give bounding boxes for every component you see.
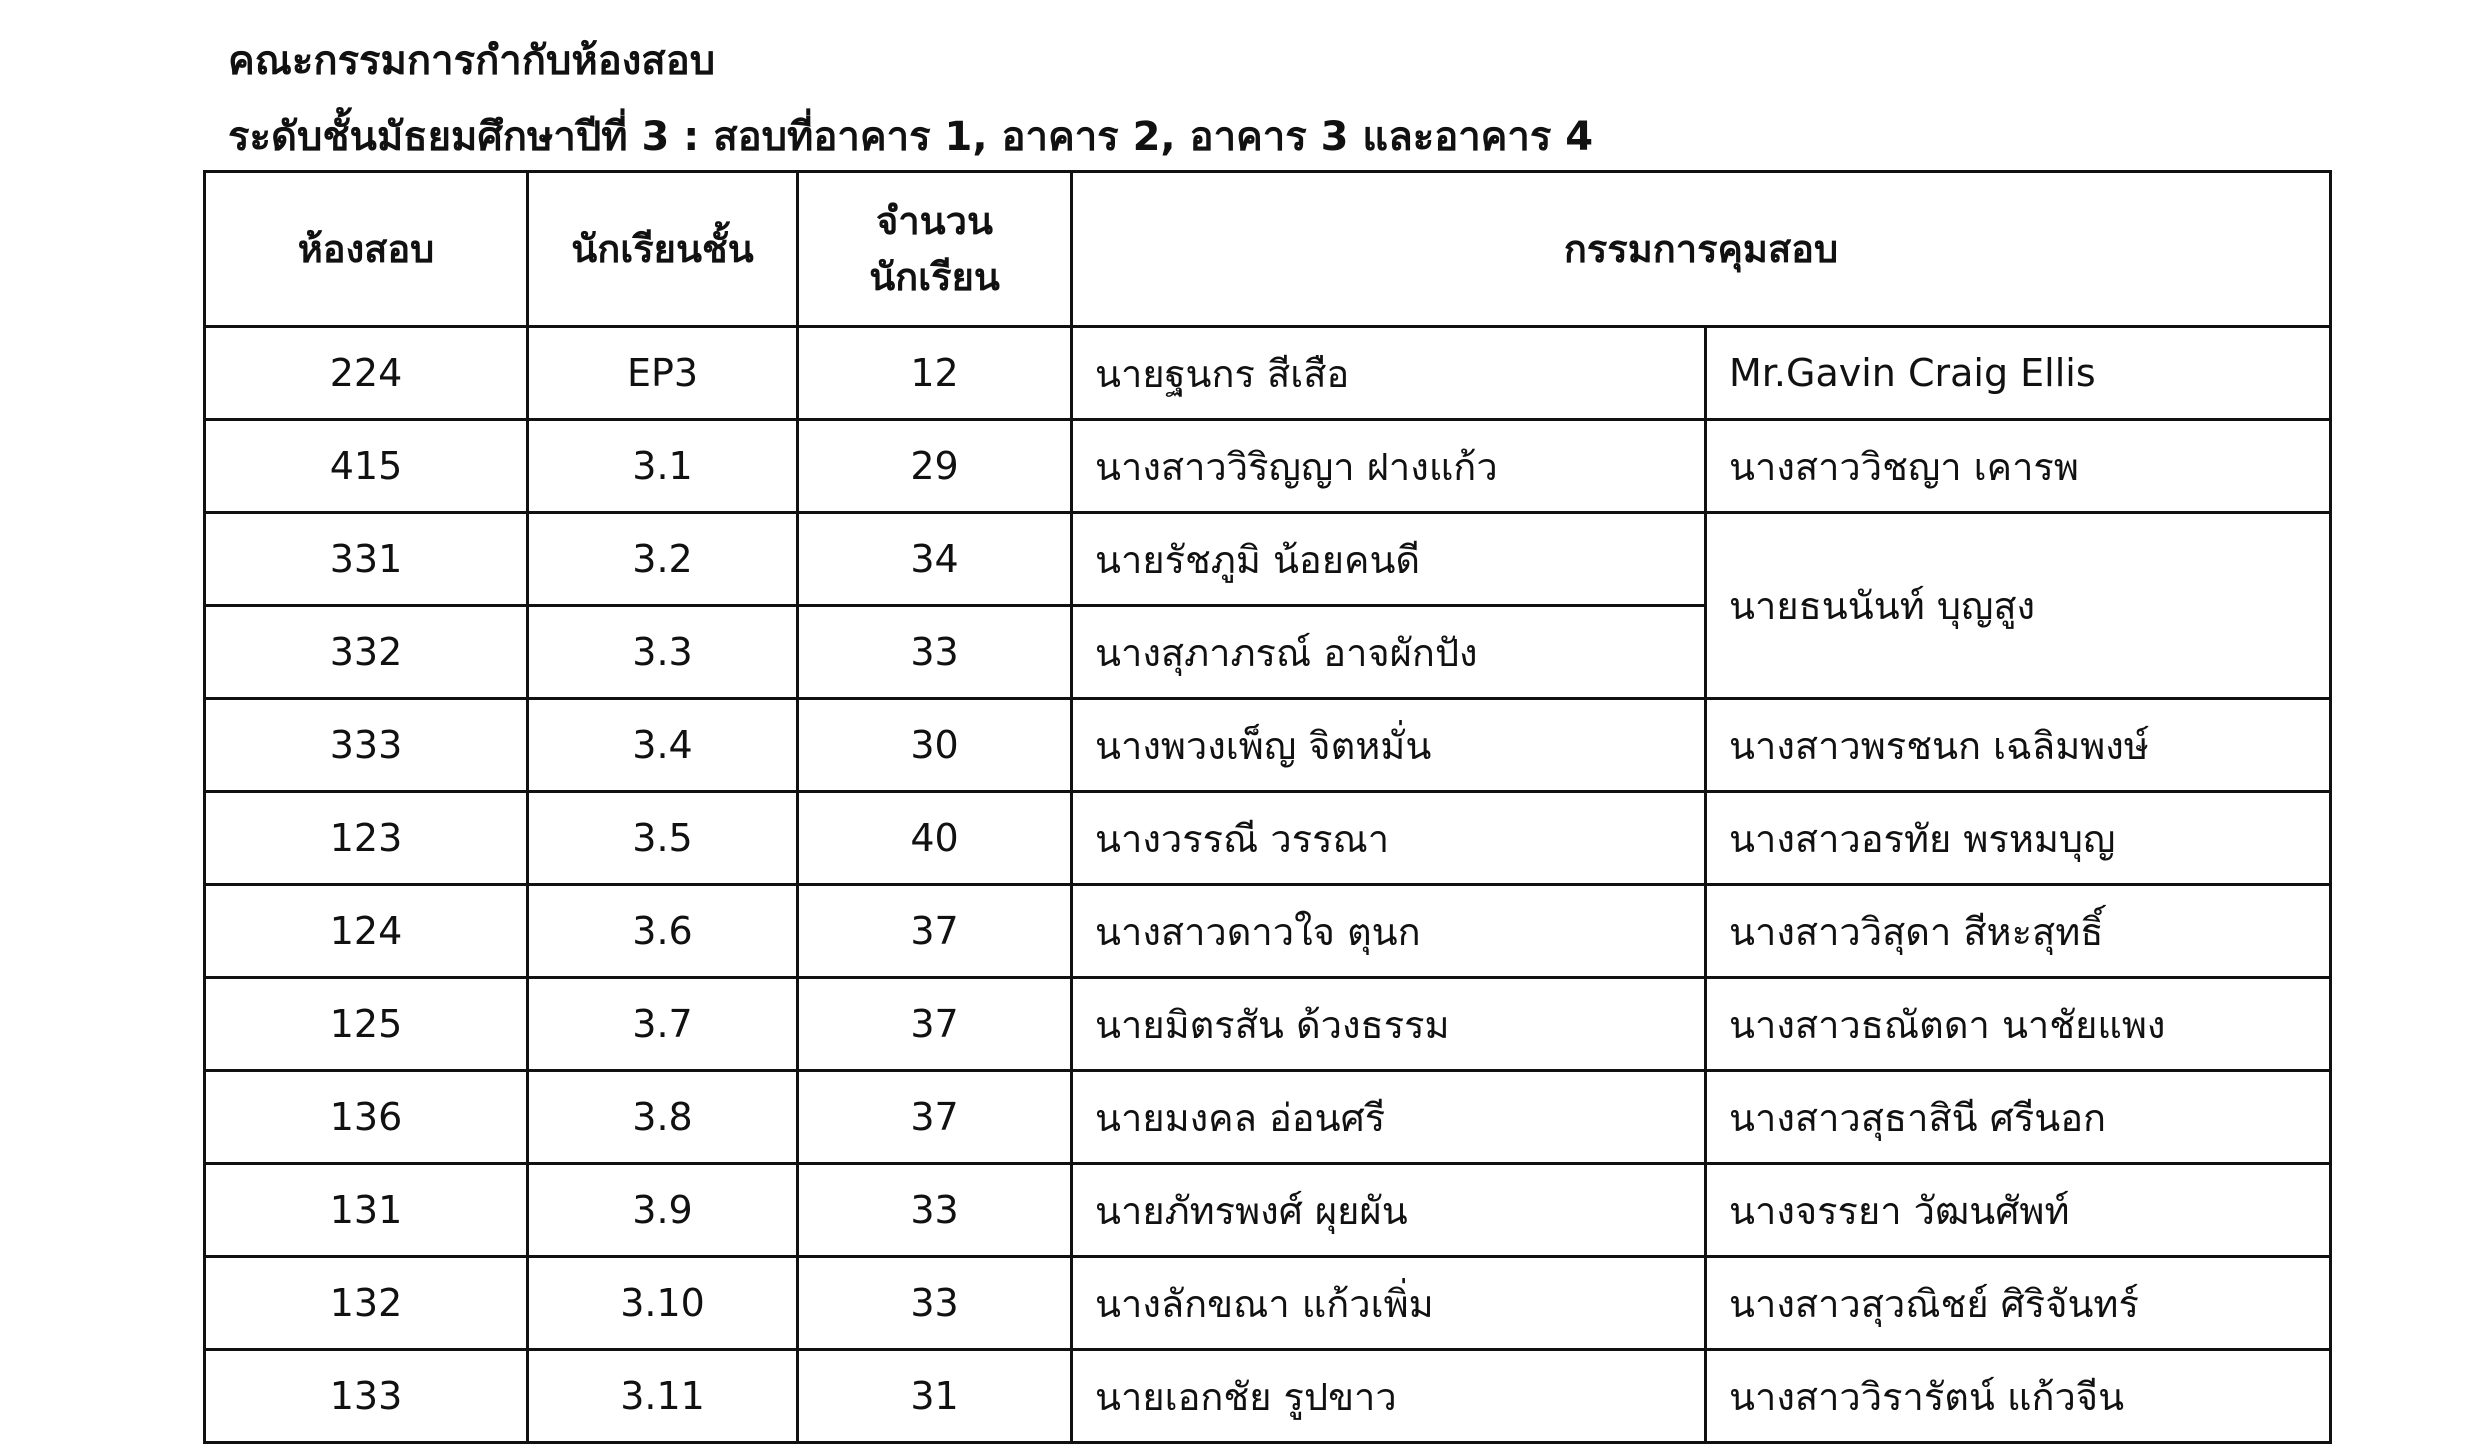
table-row <box>205 1071 2331 1164</box>
room-cell: 415 <box>205 420 528 513</box>
room-cell: 224 <box>205 327 528 420</box>
table-row <box>205 699 2331 792</box>
class-cell: 3.6 <box>528 885 798 978</box>
proctor1-cell: นางพวงเพ็ญ จิตหมั่น <box>1072 699 1706 792</box>
class-cell: EP3 <box>528 327 798 420</box>
proctor1-cell: นายมงคล อ่อนศรี <box>1072 1071 1706 1164</box>
table-row <box>205 327 2331 420</box>
room-cell: 332 <box>205 606 528 699</box>
proctor1-cell: นายฐนกร สีเสือ <box>1072 327 1706 420</box>
count-cell: 33 <box>798 1257 1072 1350</box>
proctor2-cell: นางสาวพรชนก เฉลิมพงษ์ <box>1706 699 2331 792</box>
class-cell: 3.1 <box>528 420 798 513</box>
class-cell: 3.7 <box>528 978 798 1071</box>
count-cell: 33 <box>798 1164 1072 1257</box>
room-cell: 333 <box>205 699 528 792</box>
table-header-row <box>205 172 2331 327</box>
count-cell: 34 <box>798 513 1072 606</box>
room-cell: 123 <box>205 792 528 885</box>
column-header-count-line2: นักเรียน <box>869 255 1000 299</box>
proctor1-cell: นางสุภาภรณ์ อาจผักปัง <box>1072 606 1706 699</box>
table-row <box>205 420 2331 513</box>
room-cell: 331 <box>205 513 528 606</box>
proctor1-cell: นายภัทรพงศ์ ผุยผัน <box>1072 1164 1706 1257</box>
count-cell: 31 <box>798 1350 1072 1443</box>
table-row <box>205 1164 2331 1257</box>
count-cell: 37 <box>798 978 1072 1071</box>
proctor1-cell: นางวรรณี วรรณา <box>1072 792 1706 885</box>
column-header-class: นักเรียนชั้น <box>528 172 798 327</box>
room-cell: 132 <box>205 1257 528 1350</box>
table-row <box>205 978 2331 1071</box>
table-row <box>205 792 2331 885</box>
proctor2-cell: Mr.Gavin Craig Ellis <box>1706 327 2331 420</box>
count-cell: 37 <box>798 1071 1072 1164</box>
proctor1-cell: นายมิตรสัน ด้วงธรรม <box>1072 978 1706 1071</box>
class-cell: 3.4 <box>528 699 798 792</box>
document-title: คณะกรรมการกำกับห้องสอบ <box>228 38 716 84</box>
class-cell: 3.11 <box>528 1350 798 1443</box>
class-cell: 3.9 <box>528 1164 798 1257</box>
proctor2-cell: นางสาวสุธาสินี ศรีนอก <box>1706 1071 2331 1164</box>
count-cell: 40 <box>798 792 1072 885</box>
proctor2-cell: นางสาวธณัตดา นาชัยแพง <box>1706 978 2331 1071</box>
proctor1-cell: นางสาวดาวใจ ตุนก <box>1072 885 1706 978</box>
table-row <box>205 1350 2331 1443</box>
proctor2-cell: นางจรรยา วัฒนศัพท์ <box>1706 1164 2331 1257</box>
proctor2-cell: นางสาววิสุดา สีหะสุทธิ์ <box>1706 885 2331 978</box>
class-cell: 3.8 <box>528 1071 798 1164</box>
class-cell: 3.10 <box>528 1257 798 1350</box>
count-cell: 33 <box>798 606 1072 699</box>
table-row <box>205 513 2331 606</box>
class-cell: 3.2 <box>528 513 798 606</box>
column-header-room: ห้องสอบ <box>205 172 528 327</box>
count-cell: 30 <box>798 699 1072 792</box>
column-header-count-line1: จำนวน <box>876 199 993 243</box>
table-row <box>205 1257 2331 1350</box>
proctor2-cell: นางสาวสุวณิชย์ ศิริจันทร์ <box>1706 1257 2331 1350</box>
room-cell: 133 <box>205 1350 528 1443</box>
table-row <box>205 885 2331 978</box>
proctor1-cell: นางลักขณา แก้วเพิ่ม <box>1072 1257 1706 1350</box>
proctor1-cell: นางสาววิริญญา ฝางแก้ว <box>1072 420 1706 513</box>
count-cell: 29 <box>798 420 1072 513</box>
document-subtitle: ระดับชั้นมัธยมศึกษาปีที่ 3 : สอบที่อาคาร 1, อาคาร 2, อาคาร 3 และอาคาร 4 <box>228 114 1594 160</box>
column-header-proctors: กรรมการคุมสอบ <box>1072 172 2331 327</box>
proctor1-cell: นายเอกชัย รูปขาว <box>1072 1350 1706 1443</box>
count-cell: 37 <box>798 885 1072 978</box>
proctor2-cell-merged: นายธนนันท์ บุญสูง <box>1706 513 2331 699</box>
proctor1-cell: นายรัชภูมิ น้อยคนดี <box>1072 513 1706 606</box>
room-cell: 136 <box>205 1071 528 1164</box>
class-cell: 3.3 <box>528 606 798 699</box>
proctor2-cell: นางสาววิรารัตน์ แก้วจีน <box>1706 1350 2331 1443</box>
room-cell: 131 <box>205 1164 528 1257</box>
proctor2-cell: นางสาววิชญา เคารพ <box>1706 420 2331 513</box>
class-cell: 3.5 <box>528 792 798 885</box>
room-cell: 124 <box>205 885 528 978</box>
column-header-count <box>798 172 1072 327</box>
proctor2-cell: นางสาวอรทัย พรหมบุญ <box>1706 792 2331 885</box>
proctor-table <box>203 170 2332 1444</box>
room-cell: 125 <box>205 978 528 1071</box>
count-cell: 12 <box>798 327 1072 420</box>
